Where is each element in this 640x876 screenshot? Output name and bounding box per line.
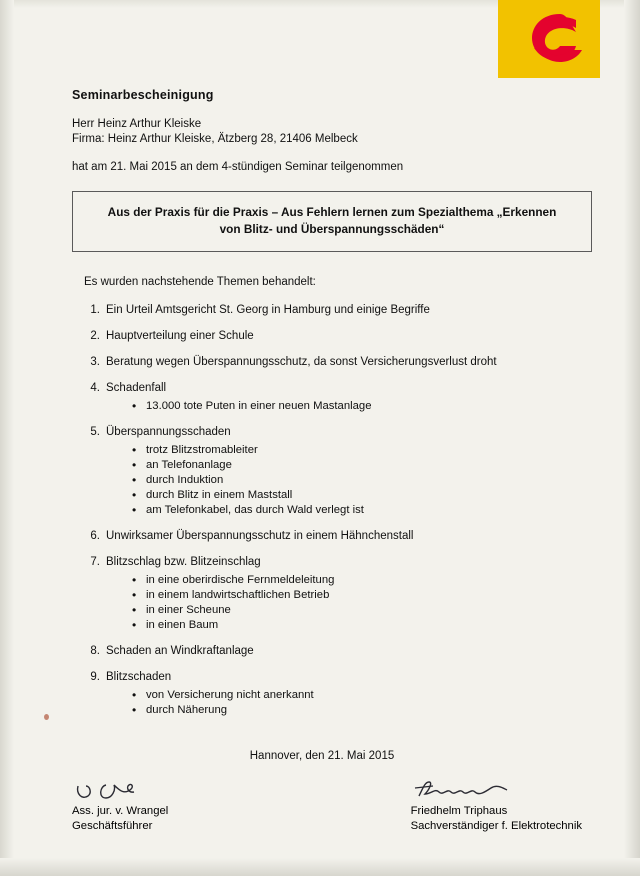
list-item: • in einer Scheune <box>132 604 592 616</box>
topic-text: Überspannungsschaden <box>106 426 231 439</box>
signatory-role: Geschäftsführer <box>72 820 153 833</box>
topic-text: Beratung wegen Überspannungsschutz, da sonst Versicherungsverlust droht <box>106 356 497 369</box>
topic-number: 5. <box>90 426 100 439</box>
list-item: • durch Induktion <box>132 474 592 486</box>
signature-area <box>72 778 600 835</box>
list-item: • an Telefonanlage <box>132 459 592 471</box>
topic-text: Schaden an Windkraftanlage <box>106 645 254 658</box>
list-item: • durch Blitz in einem Maststall <box>132 489 592 501</box>
list-item: • am Telefonkabel, das durch Wald verlegt ist <box>132 504 592 516</box>
topic-sublist <box>106 574 592 631</box>
page-title: Seminarbescheinigung <box>72 88 214 102</box>
paper-stain <box>44 714 49 720</box>
signature-right <box>411 778 582 835</box>
list-item <box>84 671 592 716</box>
topic-number: 3. <box>90 356 100 369</box>
topic-number: 2. <box>90 330 100 343</box>
signatory-name: Friedhelm Triphaus <box>410 805 508 817</box>
handwritten-signature-icon <box>72 778 182 804</box>
attendance-statement: hat am 21. Mai 2015 an dem 4-stündigen Seminar teilgenommen <box>72 161 404 173</box>
list-item: • in einem landwirtschaftlichen Betrieb <box>132 589 592 601</box>
list-item: • 13.000 tote Puten in einer neuen Mastanlage <box>132 400 592 412</box>
topic-text: Ein Urteil Amtsgericht St. Georg in Hamburg und einige Begriffe <box>106 304 430 317</box>
place-and-date: Hannover, den 21. Mai 2015 <box>249 750 395 763</box>
topic-sublist <box>106 444 592 516</box>
paper-edge-bottom <box>0 858 640 876</box>
recipient-company: Firma: Heinz Arthur Kleiske, Ätzberg 28, 21406 Melbeck <box>72 133 358 145</box>
topics-list <box>72 304 592 716</box>
list-item: • trotz Blitzstromableiter <box>132 444 592 456</box>
seminar-title: Aus der Praxis für die Praxis – Aus Fehlern lernen zum Spezialthema „Erkennen von Blitz- und Überspannungsschäden“ <box>107 205 557 237</box>
topic-text: Blitzschlag bzw. Blitzeinschlag <box>106 556 261 569</box>
signatory-name: Ass. jur. v. Wrangel <box>72 805 169 817</box>
list-item <box>84 304 592 316</box>
list-item <box>84 645 592 657</box>
topic-sublist <box>106 689 592 716</box>
list-item: • durch Näherung <box>132 704 592 716</box>
list-item: • in eine oberirdische Fernmeldeleitung <box>132 574 592 586</box>
list-item <box>84 330 592 342</box>
topic-text: Unwirksamer Überspannungsschutz in einem Hähnchenstall <box>106 530 414 543</box>
handwritten-signature-icon <box>411 778 582 804</box>
topics-intro: Es wurden nachstehende Themen behandelt: <box>84 276 316 289</box>
topic-number: 9. <box>90 671 100 684</box>
recipient-name: Herr Heinz Arthur Kleiske <box>72 118 202 130</box>
list-item <box>84 382 592 412</box>
list-item <box>84 556 592 631</box>
topic-number: 7. <box>90 556 100 569</box>
topic-number: 8. <box>90 645 100 658</box>
list-item <box>84 530 592 542</box>
topic-sublist <box>106 400 592 412</box>
signatory-role: Sachverständiger f. Elektrotechnik <box>410 820 582 833</box>
list-item: • in einen Baum <box>132 619 592 631</box>
list-item <box>84 356 592 368</box>
signature-left <box>72 778 182 835</box>
list-item <box>84 426 592 516</box>
topic-number: 1. <box>90 304 100 317</box>
topic-text: Blitzschaden <box>106 671 172 684</box>
topic-text: Schadenfall <box>106 382 167 395</box>
list-item: • von Versicherung nicht anerkannt <box>132 689 592 701</box>
seminar-title-box <box>72 191 592 252</box>
topic-number: 4. <box>90 382 100 395</box>
topic-text: Hauptverteilung einer Schule <box>106 330 254 343</box>
topic-number: 6. <box>90 530 100 543</box>
